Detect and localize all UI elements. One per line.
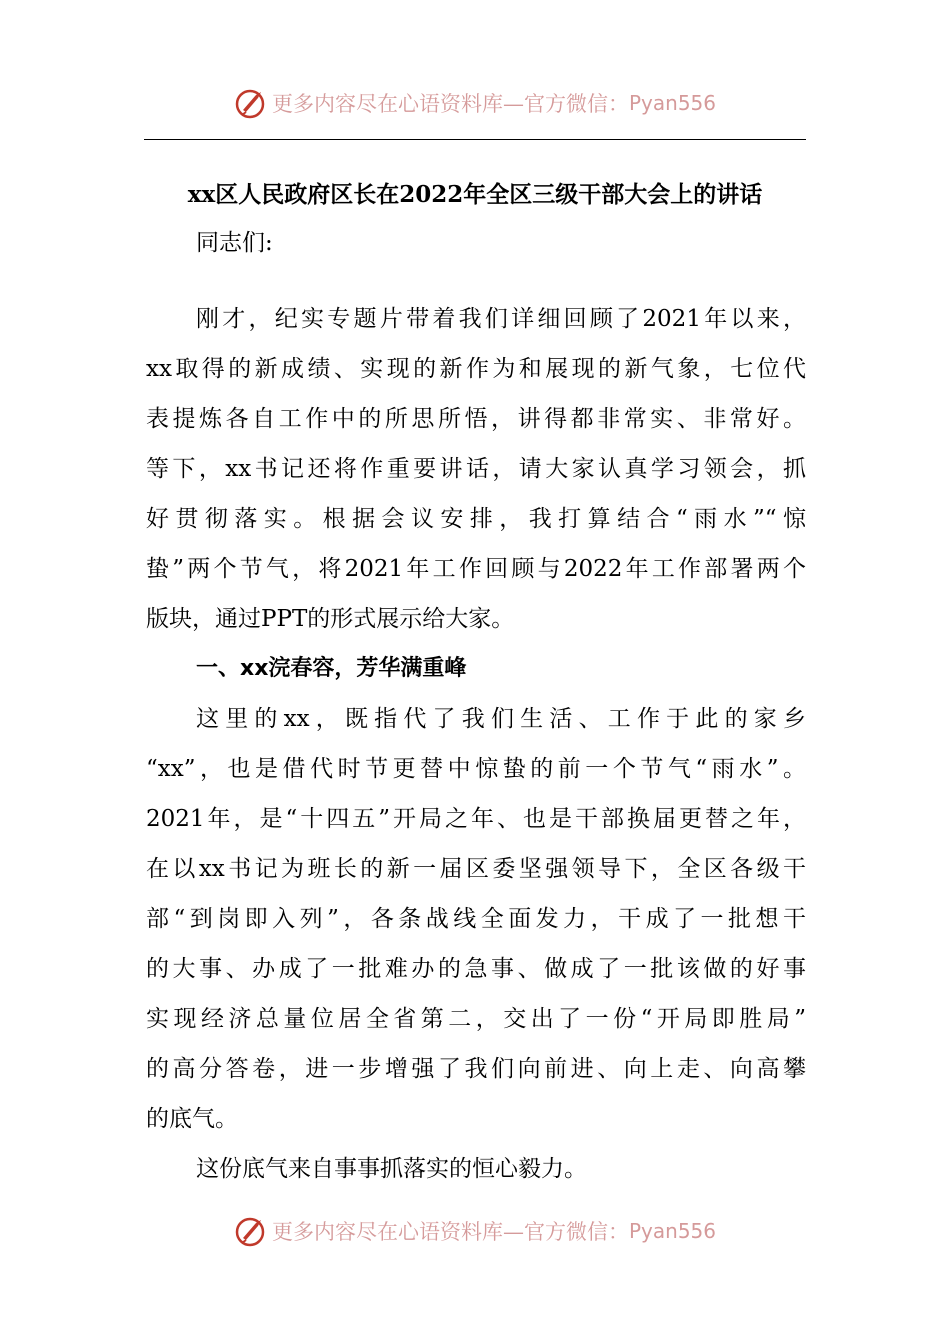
- paragraph-line: “xx”，也是借代时节更替中惊蛰的前一个节气“雨水”。: [146, 756, 806, 782]
- pen-logo-icon: [234, 1214, 268, 1248]
- paragraph-line: 的大事、办成了一批难办的急事、做成了一批该做的好事: [146, 956, 806, 982]
- paragraph-line: 表提炼各自工作中的所思所悟，讲得都非常实、非常好。: [146, 406, 806, 432]
- watermark-wechat-id: Pyan556: [628, 91, 716, 115]
- header-rule: [144, 139, 806, 140]
- paragraph-line: 在以xx书记为班长的新一届区委坚强领导下，全区各级干: [146, 856, 806, 882]
- paragraph-line: 蛰”两个节气，将2021年工作回顾与2022年工作部署两个: [146, 556, 806, 582]
- salutation: 同志们:: [196, 230, 273, 256]
- paragraph-line: 版块，通过PPT的形式展示给大家。: [146, 606, 515, 632]
- document-title: xx区人民政府区长在2022年全区三级干部大会上的讲话: [187, 181, 763, 208]
- watermark-banner-top: [0, 83, 950, 123]
- pen-logo-icon: [234, 86, 268, 120]
- paragraph-line: 刚才，纪实专题片带着我们详细回顾了2021年以来，: [196, 306, 806, 332]
- paragraph-line: 好贯彻落实。根据会议安排，我打算结合“雨水”“惊: [146, 506, 806, 532]
- paragraph-line: 实现经济总量位居全省第二，交出了一份“开局即胜局”: [146, 1006, 806, 1032]
- section-heading: 一、xx浣春容，芳华满重峰: [196, 656, 467, 681]
- paragraph-line: 的底气。: [146, 1106, 238, 1132]
- paragraph-line: 这份底气来自事事抓落实的恒心毅力。: [196, 1156, 587, 1182]
- watermark-text: 更多内容尽在心语资料库—官方微信：: [271, 1220, 629, 1244]
- watermark-text: 更多内容尽在心语资料库—官方微信：: [271, 92, 629, 116]
- paragraph-line: 部“到岗即入列”，各条战线全面发力，干成了一批想干: [146, 906, 806, 932]
- paragraph-line: xx取得的新成绩、实现的新作为和展现的新气象，七位代: [146, 356, 806, 382]
- watermark-banner-bottom: [0, 1211, 950, 1251]
- watermark-wechat-id: Pyan556: [628, 1219, 716, 1243]
- paragraph-line: 等下，xx书记还将作重要讲话，请大家认真学习领会，抓: [146, 456, 806, 482]
- paragraph-line: 的高分答卷，进一步增强了我们向前进、向上走、向高攀: [146, 1056, 806, 1082]
- paragraph-line: 2021年，是“十四五”开局之年、也是干部换届更替之年，: [146, 806, 806, 832]
- paragraph-line: 这里的xx，既指代了我们生活、工作于此的家乡: [196, 706, 806, 732]
